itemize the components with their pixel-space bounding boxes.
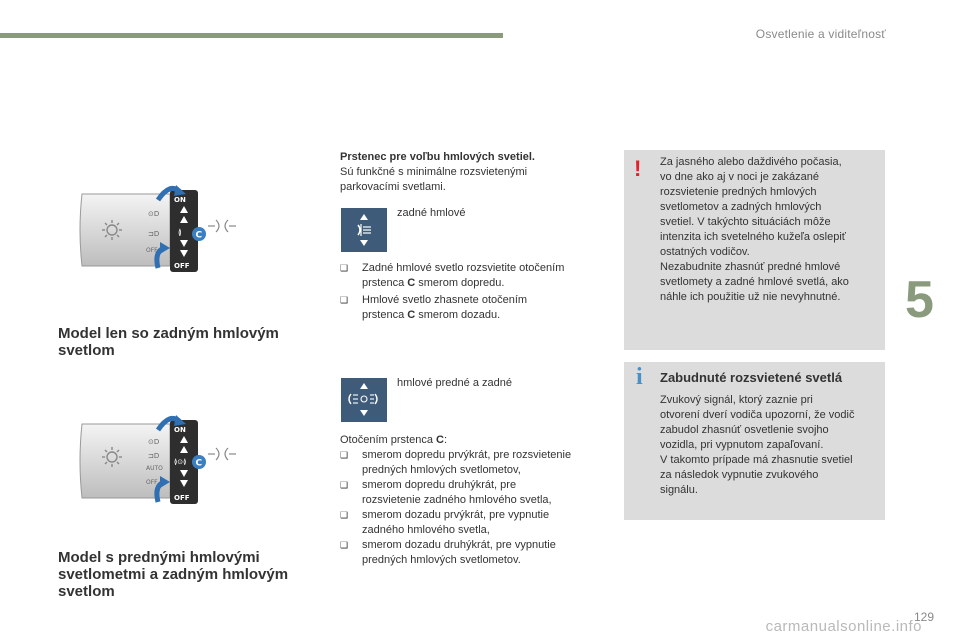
list-item: ❑ Zadné hmlové svetlo rozsvietite otočením prstenca C smerom dopredu. bbox=[340, 262, 565, 289]
warning-icon: ! bbox=[634, 156, 642, 181]
side-lights-icon bbox=[208, 220, 236, 232]
svg-text:ON: ON bbox=[174, 426, 186, 434]
svg-text:ON: ON bbox=[174, 196, 186, 204]
svg-text:⊐D: ⊐D bbox=[148, 452, 160, 460]
svg-text:≬⊙≬: ≬⊙≬ bbox=[174, 458, 187, 466]
svg-text:OFF: OFF bbox=[174, 262, 190, 270]
bullet-mark: ❑ bbox=[340, 540, 349, 550]
info-text: Zvukový signál, ktorý zaznie pri otvorení dverí vodiča upozorní, že vodič zabudol zhasnúť osvetlenie svojho vozidla, pri vypnutom zapaľovaní. V takomto prípade má zhasnutie svetiel za následok vypnutie zvukového signálu. bbox=[660, 394, 855, 496]
warning-text: Za jasného alebo daždivého počasia, vo dne ako aj v noci je zakázané rozsvietenie predných hmlových svetlometov a zadných hmlových svetiel. V takýchto situáciách môže intenzita ich svetelného kužeľa oslepiť ostatných vodičov. Nezabudnite zhasnúť predné hmlové svetlomety a zadné hmlové svetlá, ako náhle ich použitie už nie nevyhnutné. bbox=[660, 156, 849, 303]
warning-panel bbox=[624, 150, 885, 350]
bullet-mark: ❑ bbox=[340, 450, 349, 460]
svg-text:⊙D: ⊙D bbox=[148, 438, 160, 446]
info-title: Zabudnuté rozsvietené svetlá bbox=[660, 370, 843, 385]
svg-text:OFF: OFF bbox=[146, 479, 158, 486]
info-panel bbox=[624, 362, 885, 520]
svg-text:OFF: OFF bbox=[174, 494, 190, 502]
header-accent-bar bbox=[0, 33, 503, 38]
rear-fog-label: zadné hmlové bbox=[397, 207, 466, 219]
instructions-intro: Otočením prstenca C: bbox=[340, 434, 448, 446]
ring-line-1: Sú funkčné s minimálne rozsvietenými bbox=[340, 166, 528, 178]
ring-title: Prstenec pre voľbu hmlových svetiel. bbox=[340, 151, 535, 163]
svg-text:≬: ≬ bbox=[178, 228, 182, 237]
svg-text:⊐D: ⊐D bbox=[148, 230, 160, 238]
bullet-mark: ❑ bbox=[340, 480, 349, 490]
info-icon: i bbox=[636, 364, 643, 390]
model2-title: Model s prednými hmlovými svetlometmi a zadným hmlovým svetlom bbox=[58, 549, 289, 600]
ring-line-2: parkovacími svetlami. bbox=[340, 181, 446, 193]
rear-fog-symbol bbox=[341, 208, 387, 252]
side-lights-icon bbox=[208, 448, 236, 460]
chapter-number: 5 bbox=[905, 271, 934, 329]
watermark: carmanualsonline.info bbox=[765, 618, 922, 635]
list-item: ❑ smerom dopredu druhýkrát, pre rozsvietenie zadného hmlového svetla, bbox=[340, 479, 552, 506]
rear-fog-instructions bbox=[340, 261, 605, 323]
svg-text:C: C bbox=[195, 458, 203, 469]
list-item: ❑ Hmlové svetlo zhasnete otočením prstenca C smerom dozadu. bbox=[340, 294, 528, 321]
rear-fog-icon bbox=[341, 208, 387, 252]
ring-description bbox=[340, 150, 600, 195]
svg-text:⊙D: ⊙D bbox=[148, 210, 160, 218]
bullet-mark: ❑ bbox=[340, 295, 349, 305]
bullet-mark: ❑ bbox=[340, 263, 349, 273]
list-item: ❑ smerom dozadu druhýkrát, pre vypnutie predných hmlových svetlometov. bbox=[340, 539, 556, 566]
front-rear-fog-instructions bbox=[340, 433, 610, 568]
bullet-mark: ❑ bbox=[340, 510, 349, 520]
lever-illustration-rear-fog bbox=[78, 182, 250, 278]
list-item: ❑ smerom dopredu prvýkrát, pre rozsvietenie predných hmlových svetlometov, bbox=[340, 449, 572, 476]
model1-title: Model len so zadným hmlovým svetlom bbox=[58, 325, 279, 359]
list-item: ❑ smerom dozadu prvýkrát, pre vypnutie zadného hmlového svetla, bbox=[340, 509, 550, 536]
svg-text:AUTO: AUTO bbox=[146, 465, 163, 472]
lever-illustration-front-rear-fog bbox=[78, 412, 250, 510]
front-rear-fog-symbol bbox=[341, 378, 387, 422]
page-number: 129 bbox=[913, 610, 934, 624]
svg-text:C: C bbox=[195, 230, 203, 241]
page-header-title: Osvetlenie a viditeľnosť bbox=[755, 27, 886, 41]
front-rear-fog-icon bbox=[341, 378, 387, 422]
front-rear-fog-label: hmlové predné a zadné bbox=[397, 377, 512, 389]
svg-text:OFF: OFF bbox=[146, 247, 158, 254]
